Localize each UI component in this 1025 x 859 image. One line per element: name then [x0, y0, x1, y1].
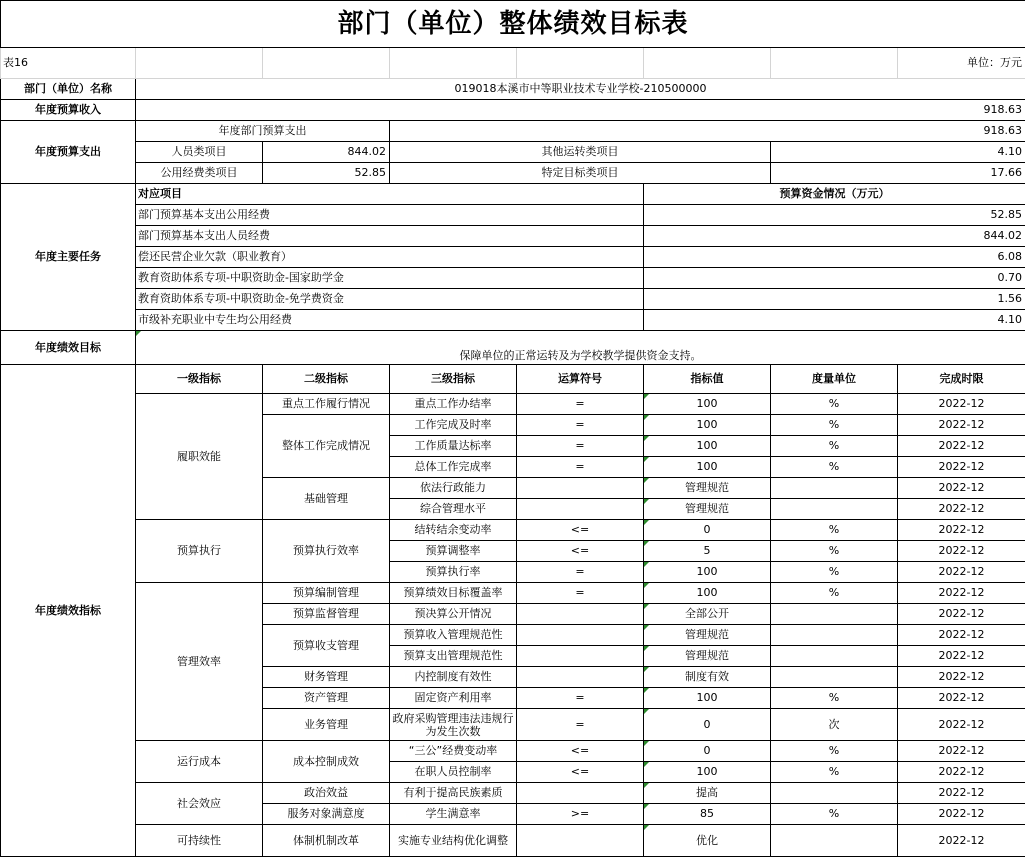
- level3-indicator: 预算调整率: [390, 541, 517, 562]
- measure-unit: %: [771, 436, 898, 457]
- tasks-label: 年度主要任务: [1, 184, 136, 331]
- level3-indicator: 政府采购管理违法违规行为发生次数: [390, 709, 517, 741]
- measure-unit: %: [771, 762, 898, 783]
- measure-unit: [771, 478, 898, 499]
- personnel-value: 844.02: [263, 142, 390, 163]
- indicator-value: 5: [644, 541, 771, 562]
- operator: [517, 604, 644, 625]
- completion-time: 2022-12: [898, 783, 1025, 804]
- indicator-row: [1, 825, 1025, 857]
- completion-time: 2022-12: [898, 688, 1025, 709]
- completion-time: 2022-12: [898, 583, 1025, 604]
- measure-unit: [771, 604, 898, 625]
- level3-indicator: 实施专业结构优化调整: [390, 825, 517, 857]
- measure-unit: [771, 825, 898, 857]
- level3-indicator: 在职人员控制率: [390, 762, 517, 783]
- level3-indicator: 预算收入管理规范性: [390, 625, 517, 646]
- level3-indicator: 预决算公开情况: [390, 604, 517, 625]
- indicator-value: 100: [644, 394, 771, 415]
- completion-time: 2022-12: [898, 667, 1025, 688]
- level3-indicator: 总体工作完成率: [390, 457, 517, 478]
- completion-time: 2022-12: [898, 520, 1025, 541]
- task-project: 市级补充职业中专生均公用经费: [136, 310, 644, 331]
- indicator-row: [1, 520, 1025, 541]
- header-l3: 三级指标: [390, 365, 517, 394]
- level1-indicator: 可持续性: [136, 825, 263, 857]
- completion-time: 2022-12: [898, 804, 1025, 825]
- measure-unit: [771, 499, 898, 520]
- task-row: [1, 247, 1025, 268]
- completion-time: 2022-12: [898, 741, 1025, 762]
- indicator-value: 0: [644, 741, 771, 762]
- operator: [517, 667, 644, 688]
- level1-indicator: 预算执行: [136, 520, 263, 583]
- completion-time: 2022-12: [898, 394, 1025, 415]
- level2-indicator: 业务管理: [263, 709, 390, 741]
- level2-indicator: 财务管理: [263, 667, 390, 688]
- measure-unit: %: [771, 688, 898, 709]
- task-project: 部门预算基本支出人员经费: [136, 226, 644, 247]
- header-val: 指标值: [644, 365, 771, 394]
- dept-label: 部门（单位）名称: [1, 79, 136, 100]
- public-value: 52.85: [263, 163, 390, 184]
- task-project: 教育资助体系专项-中职资助金-免学费资金: [136, 289, 644, 310]
- indicator-row: [1, 741, 1025, 762]
- dept-total-label: 年度部门预算支出: [136, 121, 390, 142]
- level3-indicator: 工作质量达标率: [390, 436, 517, 457]
- measure-unit: [771, 783, 898, 804]
- indicator-value: 制度有效: [644, 667, 771, 688]
- measure-unit: [771, 667, 898, 688]
- completion-time: 2022-12: [898, 825, 1025, 857]
- indicator-value: 管理规范: [644, 499, 771, 520]
- indicator-value: 100: [644, 457, 771, 478]
- level3-indicator: “三公”经费变动率: [390, 741, 517, 762]
- operator: =: [517, 562, 644, 583]
- indicator-value: 优化: [644, 825, 771, 857]
- level3-indicator: 预算支出管理规范性: [390, 646, 517, 667]
- unit-label: 单位：万元: [898, 48, 1025, 79]
- expense-label: 年度预算支出: [1, 121, 136, 184]
- measure-unit: [771, 646, 898, 667]
- completion-time: 2022-12: [898, 646, 1025, 667]
- measure-unit: %: [771, 394, 898, 415]
- indicator-value: 管理规范: [644, 646, 771, 667]
- table-number: 表16: [1, 48, 136, 79]
- other-label: 其他运转类项目: [390, 142, 771, 163]
- indicator-value: 管理规范: [644, 625, 771, 646]
- level3-indicator: 依法行政能力: [390, 478, 517, 499]
- measure-unit: %: [771, 583, 898, 604]
- operator: =: [517, 583, 644, 604]
- task-project: 教育资助体系专项-中职资助金-国家助学金: [136, 268, 644, 289]
- indicator-row: [1, 583, 1025, 604]
- special-value: 17.66: [771, 163, 1025, 184]
- indicator-value: 管理规范: [644, 478, 771, 499]
- header-unit: 度量单位: [771, 365, 898, 394]
- measure-unit: [771, 625, 898, 646]
- task-project: 偿还民营企业欠款（职业教育）: [136, 247, 644, 268]
- public-label: 公用经费类项目: [136, 163, 263, 184]
- indicator-value: 全部公开: [644, 604, 771, 625]
- task-row: [1, 310, 1025, 331]
- task-funds: 0.70: [644, 268, 1025, 289]
- operator: [517, 625, 644, 646]
- income-label: 年度预算收入: [1, 100, 136, 121]
- indicator-value: 100: [644, 688, 771, 709]
- level1-indicator: 管理效率: [136, 583, 263, 741]
- page-title: 部门（单位）整体绩效目标表: [1, 1, 1025, 48]
- measure-unit: %: [771, 541, 898, 562]
- level2-indicator: 预算编制管理: [263, 583, 390, 604]
- level3-indicator: 有利于提高民族素质: [390, 783, 517, 804]
- indicator-row: [1, 783, 1025, 804]
- indicators-label: 年度绩效指标: [1, 365, 136, 857]
- level3-indicator: 预算绩效目标覆盖率: [390, 583, 517, 604]
- level3-indicator: 综合管理水平: [390, 499, 517, 520]
- task-row: [1, 205, 1025, 226]
- operator: <=: [517, 762, 644, 783]
- level3-indicator: 学生满意率: [390, 804, 517, 825]
- completion-time: 2022-12: [898, 436, 1025, 457]
- level1-indicator: 社会效应: [136, 783, 263, 825]
- operator: =: [517, 436, 644, 457]
- operator: =: [517, 709, 644, 741]
- completion-time: 2022-12: [898, 604, 1025, 625]
- operator: [517, 783, 644, 804]
- operator: =: [517, 457, 644, 478]
- level3-indicator: 重点工作办结率: [390, 394, 517, 415]
- level2-indicator: 整体工作完成情况: [263, 415, 390, 478]
- indicator-value: 0: [644, 520, 771, 541]
- level2-indicator: 预算执行效率: [263, 520, 390, 583]
- special-label: 特定目标类项目: [390, 163, 771, 184]
- level1-indicator: 运行成本: [136, 741, 263, 783]
- task-row: [1, 289, 1025, 310]
- task-funds: 844.02: [644, 226, 1025, 247]
- completion-time: 2022-12: [898, 499, 1025, 520]
- operator: [517, 499, 644, 520]
- indicator-value: 85: [644, 804, 771, 825]
- operator: [517, 478, 644, 499]
- measure-unit: %: [771, 741, 898, 762]
- measure-unit: 次: [771, 709, 898, 741]
- operator: <=: [517, 541, 644, 562]
- goal-label: 年度绩效目标: [1, 331, 136, 365]
- dept-value: 019018本溪市中等职业技术专业学校-210500000: [136, 79, 1025, 100]
- task-project: 部门预算基本支出公用经费: [136, 205, 644, 226]
- goal-text: 保障单位的正常运转及为学校教学提供资金支持。: [136, 331, 1025, 365]
- level2-indicator: 重点工作履行情况: [263, 394, 390, 415]
- measure-unit: %: [771, 804, 898, 825]
- tasks-funds-header: 预算资金情况（万元）: [644, 184, 1025, 205]
- level2-indicator: 基础管理: [263, 478, 390, 520]
- header-time: 完成时限: [898, 365, 1025, 394]
- level3-indicator: 工作完成及时率: [390, 415, 517, 436]
- header-op: 运算符号: [517, 365, 644, 394]
- operator: <=: [517, 741, 644, 762]
- level3-indicator: 内控制度有效性: [390, 667, 517, 688]
- completion-time: 2022-12: [898, 562, 1025, 583]
- operator: >=: [517, 804, 644, 825]
- level2-indicator: 预算监督管理: [263, 604, 390, 625]
- level2-indicator: 预算收支管理: [263, 625, 390, 667]
- other-value: 4.10: [771, 142, 1025, 163]
- personnel-label: 人员类项目: [136, 142, 263, 163]
- level2-indicator: 服务对象满意度: [263, 804, 390, 825]
- completion-time: 2022-12: [898, 541, 1025, 562]
- completion-time: 2022-12: [898, 709, 1025, 741]
- operator: [517, 646, 644, 667]
- completion-time: 2022-12: [898, 478, 1025, 499]
- header-l2: 二级指标: [263, 365, 390, 394]
- completion-time: 2022-12: [898, 415, 1025, 436]
- task-row: [1, 268, 1025, 289]
- level2-indicator: 资产管理: [263, 688, 390, 709]
- level1-indicator: 履职效能: [136, 394, 263, 520]
- header-l1: 一级指标: [136, 365, 263, 394]
- level2-indicator: 体制机制改革: [263, 825, 390, 857]
- task-funds: 52.85: [644, 205, 1025, 226]
- indicator-row: [1, 394, 1025, 415]
- indicator-value: 100: [644, 415, 771, 436]
- indicator-value: 0: [644, 709, 771, 741]
- operator: =: [517, 688, 644, 709]
- indicator-value: 100: [644, 436, 771, 457]
- operator: =: [517, 394, 644, 415]
- measure-unit: %: [771, 415, 898, 436]
- measure-unit: %: [771, 457, 898, 478]
- task-row: [1, 226, 1025, 247]
- indicator-value: 100: [644, 562, 771, 583]
- level3-indicator: 预算执行率: [390, 562, 517, 583]
- completion-time: 2022-12: [898, 625, 1025, 646]
- indicator-value: 提高: [644, 783, 771, 804]
- task-funds: 4.10: [644, 310, 1025, 331]
- level3-indicator: 固定资产利用率: [390, 688, 517, 709]
- completion-time: 2022-12: [898, 457, 1025, 478]
- level3-indicator: 结转结余变动率: [390, 520, 517, 541]
- income-value: 918.63: [136, 100, 1025, 121]
- tasks-project-header: 对应项目: [136, 184, 644, 205]
- level2-indicator: 政治效益: [263, 783, 390, 804]
- task-funds: 1.56: [644, 289, 1025, 310]
- operator: <=: [517, 520, 644, 541]
- task-funds: 6.08: [644, 247, 1025, 268]
- measure-unit: %: [771, 520, 898, 541]
- indicator-value: 100: [644, 583, 771, 604]
- indicator-value: 100: [644, 762, 771, 783]
- dept-total-value: 918.63: [390, 121, 1025, 142]
- operator: [517, 825, 644, 857]
- completion-time: 2022-12: [898, 762, 1025, 783]
- level2-indicator: 成本控制成效: [263, 741, 390, 783]
- measure-unit: %: [771, 562, 898, 583]
- operator: =: [517, 415, 644, 436]
